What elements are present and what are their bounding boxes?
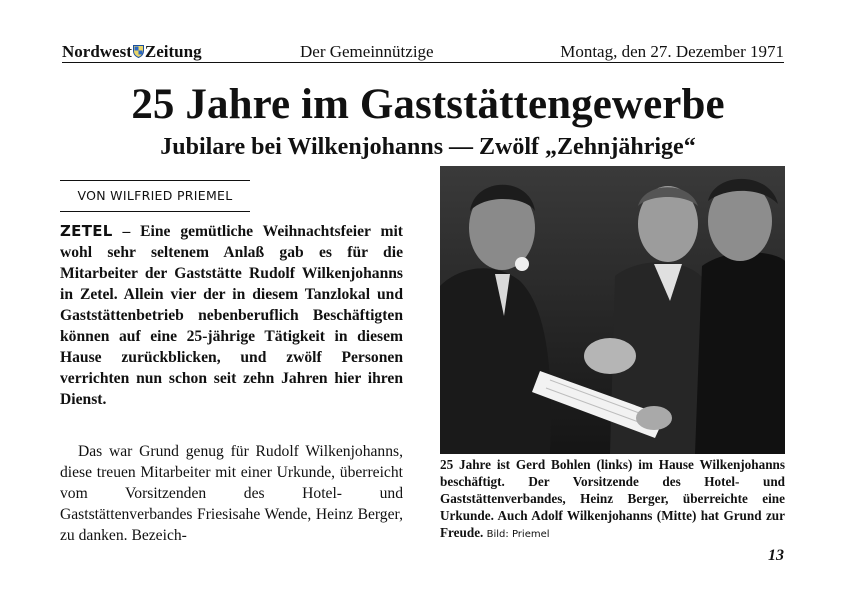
newspaper-name-right: Zeitung [144,42,202,61]
byline: VON WILFRIED PRIEMEL [60,180,250,212]
masthead [62,36,784,63]
coat-of-arms-icon [133,45,144,58]
issue-date: Montag, den 27. Dezember 1971 [560,42,784,61]
section-name: Der Gemeinnützige [300,42,434,61]
article-photo [440,166,785,454]
article-lead [60,221,403,410]
photo-credit: Bild: Priemel [486,529,550,540]
headline: 25 Jahre im Gaststättengewerbe [131,81,725,128]
page-number: 13 [768,547,784,564]
lead-text: – Eine gemütliche Weihnachtsfeier mit wohl sehr seltenem Anlaß gab es für die Mitarbeiter der Gaststätte Rudolf Wilkenjohanns in Zetel. Allein vier der in diesem Tanzlokal und Gaststättenbetrieb nebenberuflich Beschäftigten können auf eine 25-jährige Tätigkeit in diesem Hause zurückblicken, und zwölf Personen verrichten nun schon seit zehn Jahren hier ihren Dienst. [60,223,403,408]
subheadline: Jubilare bei Wilkenjohanns — Zwölf „Zehnjährige“ [160,134,696,160]
newspaper-name [62,42,202,62]
dateline: ZETEL [60,222,113,240]
photo-illustration [440,166,785,454]
caption-text: 25 Jahre ist Gerd Bohlen (links) im Hause Wilkenjohanns beschäftigt. Der Vorsitzende des Hotel- und Gaststättenverbandes, Heinz Berger, überreichte eine Urkunde. Auch Adolf Wilkenjohanns (Mitte) hat Grund zur Freude. [440,457,785,540]
article-body: Das war Grund genug für Rudolf Wilkenjohanns, diese treuen Mitarbeiter mit einer Urkunde, überreicht vom Vorsitzenden des Hotel- und Gaststättenverbandes Friesisahe Wende, Heinz Berger, zu danken. Bezeich- [60,443,403,544]
newspaper-name-left: Nordwest [62,42,132,61]
photo-caption [440,456,785,543]
